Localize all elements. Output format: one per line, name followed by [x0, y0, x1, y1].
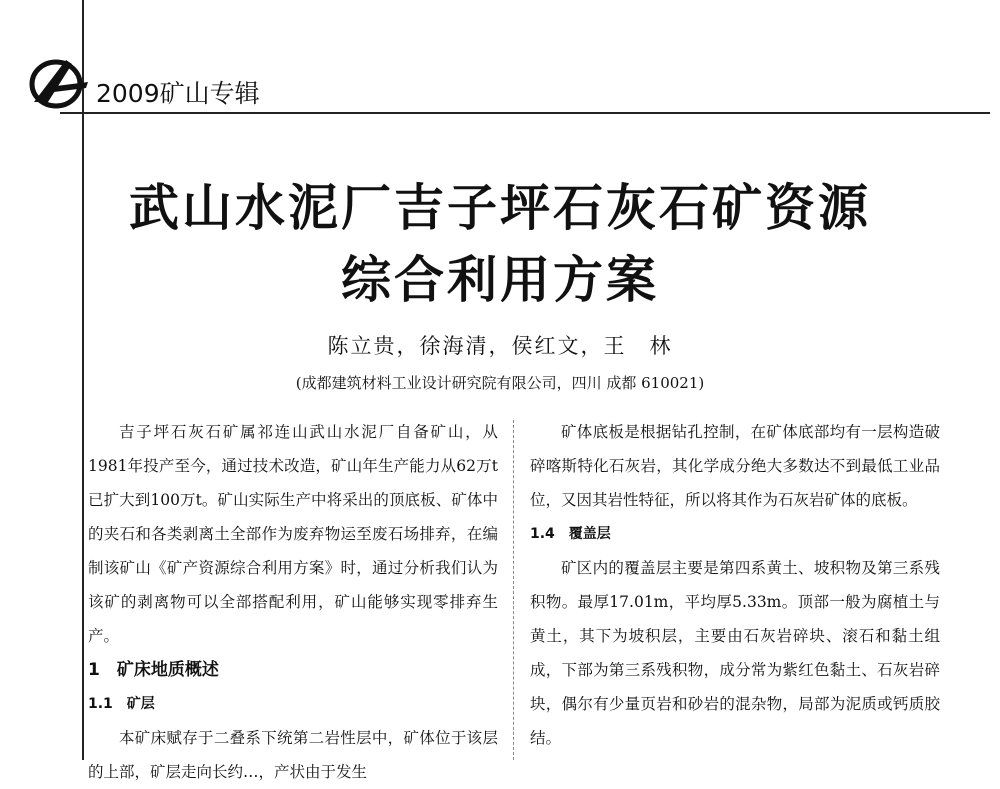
- paper-title-line-1: 武山水泥厂吉子坪石灰石矿资源: [129, 179, 871, 237]
- intro-paragraph: 吉子坪石灰石矿属祁连山武山水泥厂自备矿山，从1981年投产至今，通过技术改造，矿山年生产能力从62万t已扩大到100万t。矿山实际生产中将采出的顶底板、矿体中的夹石和各类剥离土全部作为废弃物运至废石场排弃，在编制该矿山《矿产资源综合利用方案》时，通过分析我们认为该矿的剥离物可以全部搭配利用，矿山能够实现零排弃生产。: [88, 423, 498, 645]
- section-heading-1-4: 1.4 覆盖层: [530, 526, 611, 542]
- left-column: [88, 415, 498, 789]
- ore-layer-paragraph: 本矿床赋存于二叠系下统第二岩性层中，矿体位于该层的上部，矿层走向长约…，产状由于发生: [88, 729, 498, 781]
- paper-authors: 陈立贵，徐海清，侯红文，王 林: [327, 334, 673, 358]
- paper-affiliation: (成都建筑材料工业设计研究院有限公司，四川 成都 610021): [295, 374, 705, 392]
- floor-paragraph: 矿体底板是根据钻孔控制，在矿体底部均有一层构造破碎喀斯特化石灰岩，其化学成分绝大多数达不到最低工业品位，又因其岩性特征，所以将其作为石灰岩矿体的底板。: [530, 423, 940, 509]
- column-separator: [513, 420, 515, 760]
- journal-name: 2009矿山专辑: [96, 79, 260, 108]
- section-heading-1-1: 1.1 矿层: [88, 696, 155, 712]
- right-column: [530, 415, 940, 755]
- section-heading-1: 1 矿床地质概述: [88, 660, 219, 680]
- paper-title-line-2: 综合利用方案: [341, 251, 659, 309]
- overburden-paragraph: 矿区内的覆盖层主要是第四系黄土、坡积物及第三系残积物。最厚17.01m，平均厚5.33m。顶部一般为腐植土与黄土，其下为坡积层，主要由石灰岩碎块、滚石和黏土组成，下部为第三系残积物，成分常为紫红色黏土、石灰岩碎块，偶尔有少量页岩和砂岩的混杂物，局部为泥质或钙质胶结。: [530, 559, 940, 747]
- journal-logo-icon: [26, 52, 92, 112]
- header-rule: [60, 112, 990, 114]
